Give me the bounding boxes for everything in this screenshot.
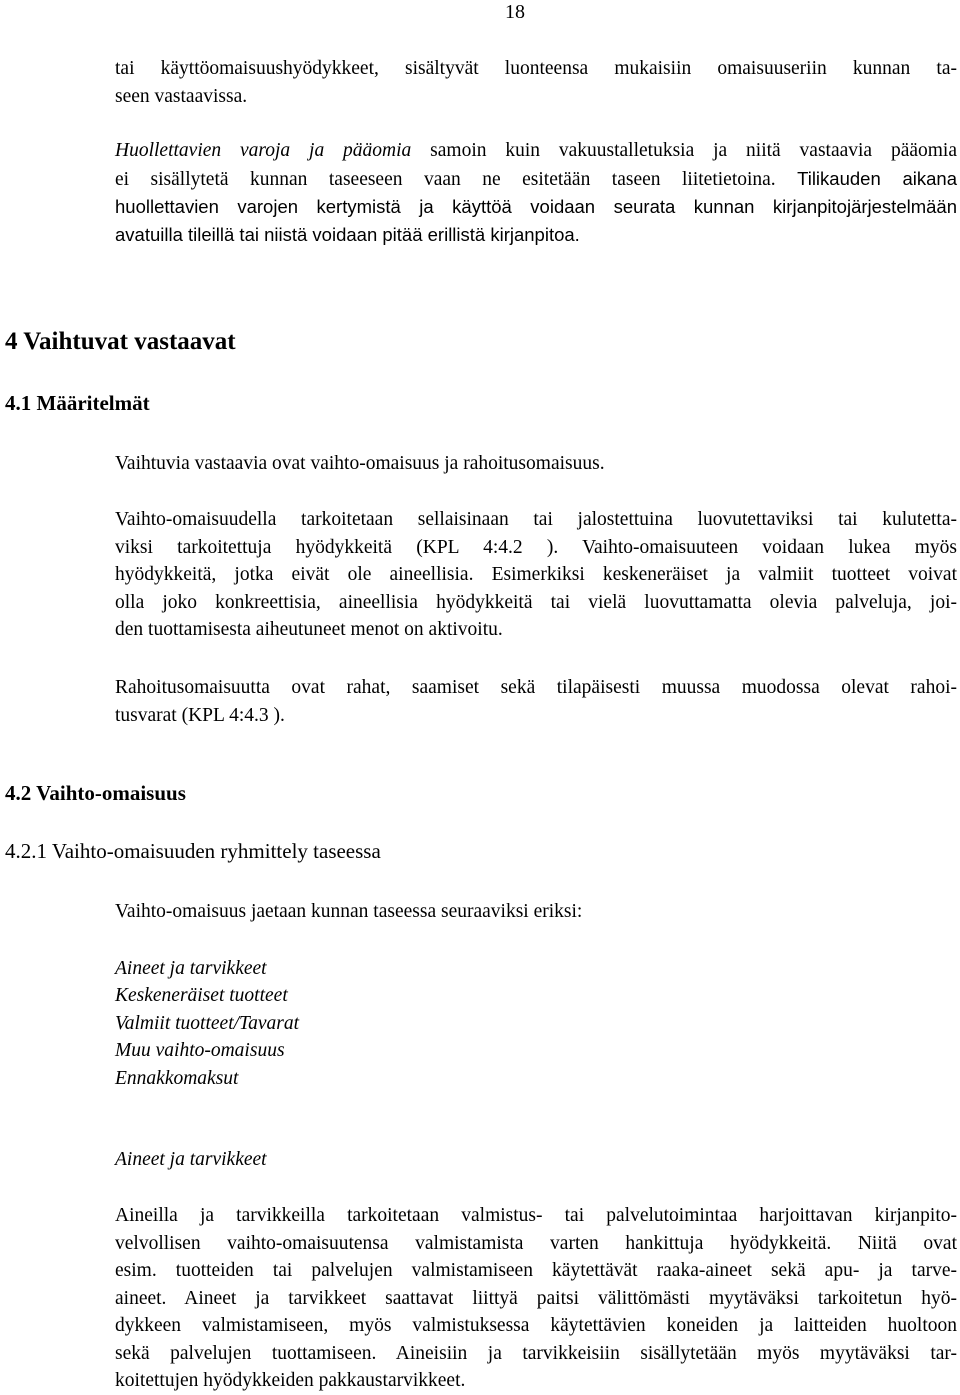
paragraph-assets-intro xyxy=(115,55,957,110)
paragraph-definition xyxy=(115,450,957,478)
list-item: Ennakkomaksut xyxy=(115,1067,239,1089)
list-item: Valmiit tuotteet/Tavarat xyxy=(115,1012,299,1034)
list-item: Aineet ja tarvikkeet xyxy=(115,958,267,979)
text-line: tai käyttöomaisuushyödykkeet, sisältyvät luonteensa mukaisiin omaisuuseriin kunnan ta- xyxy=(115,58,957,79)
subsubsection-heading: 4.2.1 Vaihto-omaisuuden ryhmittely taseessa xyxy=(5,839,381,863)
text-line: aineet. Aineet ja tarvikkeet saattavat liittyä paitsi välittömästi myytäväksi tarkoitetun hyö- xyxy=(115,1287,957,1309)
subsection-heading: 4.1 Määritelmät xyxy=(5,391,150,415)
text-line: tusvarat (KPL 4:4.3 ). xyxy=(115,704,285,726)
paragraph-materials xyxy=(115,1202,957,1395)
text-line: avatuilla tileillä tai niistä voidaan pitää erillistä kirjanpitoa. xyxy=(115,223,580,245)
text-line: den tuottamisesta aiheutuneet menot on aktivoitu. xyxy=(115,619,503,640)
text-line xyxy=(115,165,957,194)
text-line: sekä palvelujen tuottamiseen. Aineisiin ja tarvikkeisiin sisällytetään myös myytäväksi tar- xyxy=(115,1342,957,1364)
text-line: velvollisen vaihto-omaisuutensa valmistamista varten hankittuja hyödykkeitä. Niitä ovat xyxy=(115,1232,957,1254)
text-line: esim. tuotteiden tai palvelujen valmistamiseen käytettävät raaka-aineet sekä apu- ja tarve- xyxy=(115,1260,957,1281)
italic-term: Huollettavien varoja ja pääomia xyxy=(115,140,412,161)
section-heading: 4 Vaihtuvat vastaavat xyxy=(5,328,236,355)
text-span: ei sisällytetä kunnan taseeseen vaan ne esitetään taseen liitetietoina. xyxy=(115,168,776,190)
text-line: Aineilla ja tarvikkeilla tarkoitetaan valmistus- tai palvelutoimintaa harjoittavan kirjanpito- xyxy=(115,1205,957,1226)
text-line: Rahoitusomaisuutta ovat rahat, saamiset sekä tilapäisesti muussa muodossa olevat rahoi- xyxy=(115,677,957,698)
text-line: olla joko konkreettisia, aineellisia hyödykkeitä tai vielä luovuttamatta olevia palveluja, joi- xyxy=(115,591,957,613)
text-line: hyödykkeitä, jotka eivät ole aineellisia. Esimerkiksi keskeneräiset ja valmiit tuotteet voivat xyxy=(115,564,957,585)
list-item: Keskeneräiset tuotteet xyxy=(115,985,288,1007)
text-span-sans: Tilikauden aikana xyxy=(775,167,957,189)
paragraph-wards-funds xyxy=(115,137,957,248)
text-span: samoin kuin vakuustalletuksia ja niitä vastaavia pääomia xyxy=(411,140,957,161)
inventory-items-list xyxy=(115,955,299,1092)
text-line: Vaihto-omaisuudella tarkoitetaan sellaisinaan tai jalostettuina luovutettaviksi tai kulutetta- xyxy=(115,509,957,530)
text-line: viksi tarkoitettuja hyödykkeitä (KPL 4:4.2 ). Vaihto-omaisuuteen voidaan lukea myös xyxy=(115,536,957,558)
italic-subheading: Aineet ja tarvikkeet xyxy=(115,1149,267,1170)
text-line: Vaihto-omaisuus jaetaan kunnan taseessa seuraaviksi eriksi: xyxy=(115,901,583,922)
text-line: dykkeen valmistamiseen, myös valmistuksessa käytettävien koneiden ja laitteiden huoltoon xyxy=(115,1315,957,1336)
list-item: Muu vaihto-omaisuus xyxy=(115,1040,285,1062)
text-line: Vaihtuvia vastaavia ovat vaihto-omaisuus ja rahoitusomaisuus. xyxy=(115,453,605,474)
text-line xyxy=(115,137,957,165)
subsection-heading: 4.2 Vaihto-omaisuus xyxy=(5,781,186,805)
paragraph-financial-assets xyxy=(115,674,957,729)
text-line: koitettujen hyödykkeiden pakkaustarvikkeet. xyxy=(115,1370,466,1391)
text-line: seen vastaavissa. xyxy=(115,85,248,107)
paragraph-inventory-definition xyxy=(115,506,957,644)
page-number: 18 xyxy=(505,1,525,23)
paragraph-inventory-groups xyxy=(115,898,957,926)
text-line: huollettavien varojen kertymistä ja käyttöä voidaan seurata kunnan kirjanpitojärjestelmään xyxy=(115,196,957,217)
